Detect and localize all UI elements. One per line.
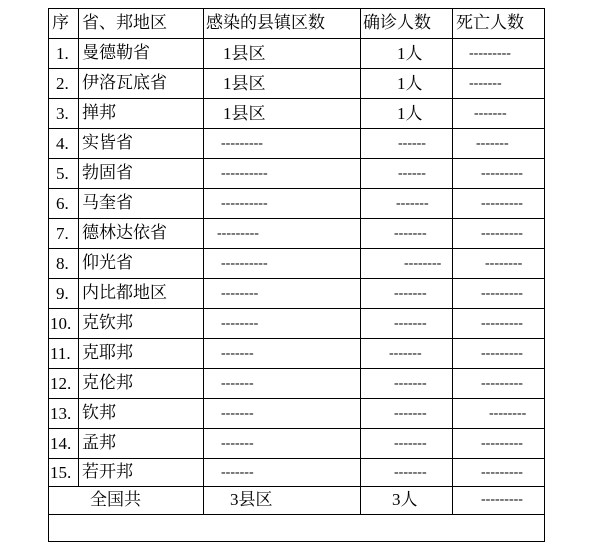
infected-towns: ------- [221, 346, 254, 361]
column-divider [360, 9, 361, 514]
confirmed-count: ------ [398, 166, 426, 181]
confirmed-count: ------- [394, 316, 427, 331]
total-deaths: --------- [481, 492, 523, 507]
death-count: --------- [481, 166, 523, 181]
row-divider [49, 514, 544, 515]
column-divider [452, 9, 453, 514]
region-name: 若开邦 [82, 462, 133, 482]
region-name: 勃固省 [82, 163, 133, 183]
death-count: ------- [476, 136, 509, 151]
death-count: --------- [481, 316, 523, 331]
confirmed-count: ------- [394, 376, 427, 391]
confirmed-count: ------- [396, 196, 429, 211]
row-divider [49, 98, 544, 99]
row-number: 4. [56, 134, 69, 153]
death-count: --------- [481, 196, 523, 211]
death-count: --------- [481, 286, 523, 301]
row-divider [49, 398, 544, 399]
confirmed-count: ------- [394, 286, 427, 301]
row-number: 7. [56, 224, 69, 243]
infected-towns: ------- [221, 406, 254, 421]
region-name: 马奎省 [82, 193, 133, 213]
infected-towns: -------- [221, 316, 259, 331]
row-number: 11. [50, 344, 71, 363]
region-name: 仰光省 [82, 253, 133, 273]
total-confirmed: 3人 [392, 490, 418, 509]
region-name: 克钦邦 [82, 313, 133, 333]
death-count: --------- [481, 226, 523, 241]
header-region: 省、邦地区 [82, 13, 167, 33]
row-number: 6. [56, 194, 69, 213]
row-number: 8. [56, 254, 69, 273]
death-count: ------- [474, 106, 507, 121]
death-count: --------- [481, 376, 523, 391]
infected-towns: ------- [221, 465, 254, 480]
death-count: -------- [489, 406, 527, 421]
row-number: 10. [50, 314, 72, 333]
header-deaths: 死亡人数 [456, 13, 524, 33]
confirmed-count: ------ [398, 136, 426, 151]
total-infected-towns: 3县区 [230, 490, 273, 509]
region-name: 实皆省 [82, 133, 133, 153]
header-confirmed: 确诊人数 [363, 13, 431, 33]
confirmed-count: ------- [389, 346, 422, 361]
column-divider [78, 9, 79, 486]
infected-towns: ---------- [221, 196, 268, 211]
confirmed-count: ------- [394, 226, 427, 241]
death-count: --------- [481, 346, 523, 361]
row-number: 15. [50, 463, 72, 482]
region-name: 掸邦 [82, 103, 116, 123]
row-number: 2. [56, 74, 69, 93]
infected-towns: 1县区 [223, 44, 266, 63]
row-number: 9. [56, 284, 69, 303]
infected-towns: ---------- [221, 166, 268, 181]
row-number: 3. [56, 104, 69, 123]
death-count: --------- [481, 436, 523, 451]
region-name: 钦邦 [82, 403, 116, 423]
total-label: 全国共 [90, 490, 141, 510]
region-name: 克伦邦 [82, 373, 133, 393]
covid-cases-table [48, 8, 545, 542]
region-name: 克耶邦 [82, 343, 133, 363]
confirmed-count: ------- [394, 465, 427, 480]
infected-towns: ---------- [221, 256, 268, 271]
header-no: 序 [52, 13, 69, 33]
infected-towns: --------- [221, 136, 263, 151]
confirmed-count: -------- [404, 256, 442, 271]
row-number: 14. [50, 434, 72, 453]
region-name: 孟邦 [82, 433, 116, 453]
confirmed-count: 1人 [397, 44, 423, 63]
death-count: -------- [485, 256, 523, 271]
death-count: --------- [469, 46, 511, 61]
region-name: 曼德勒省 [82, 43, 150, 63]
row-number: 13. [50, 404, 72, 423]
column-divider [203, 9, 204, 514]
infected-towns: ------- [221, 376, 254, 391]
header-infected-towns: 感染的县镇区数 [206, 13, 325, 33]
row-divider [49, 428, 544, 429]
infected-towns: -------- [221, 286, 259, 301]
infected-towns: --------- [217, 226, 259, 241]
row-number: 5. [56, 164, 69, 183]
confirmed-count: 1人 [397, 74, 423, 93]
row-number: 12. [50, 374, 72, 393]
region-name: 伊洛瓦底省 [82, 73, 167, 93]
region-name: 德林达依省 [82, 223, 167, 243]
region-name: 内比都地区 [82, 283, 167, 303]
infected-towns: 1县区 [223, 104, 266, 123]
confirmed-count: ------- [394, 436, 427, 451]
death-count: --------- [481, 465, 523, 480]
row-number: 1. [56, 44, 69, 63]
infected-towns: ------- [221, 436, 254, 451]
infected-towns: 1县区 [223, 74, 266, 93]
confirmed-count: 1人 [397, 104, 423, 123]
death-count: ------- [469, 76, 502, 91]
confirmed-count: ------- [394, 406, 427, 421]
